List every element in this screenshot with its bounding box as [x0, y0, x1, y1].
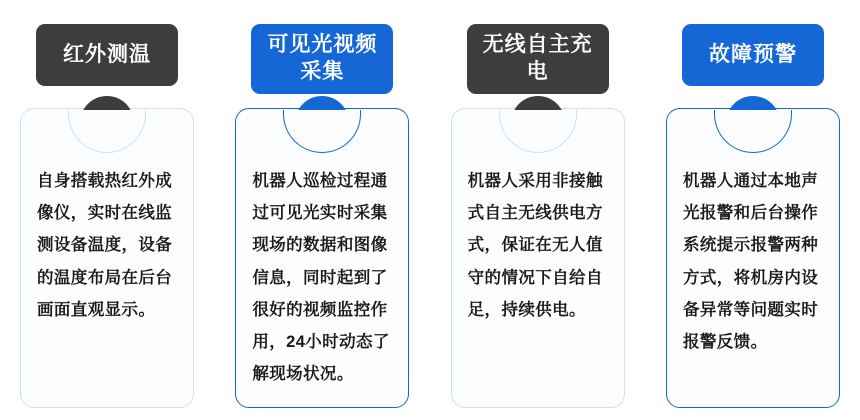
feature-card-description: 自身搭载热红外成像仪，实时在线监测设备温度，设备的温度布局在后台画面直观显示。	[37, 172, 173, 319]
feature-card-header[interactable]	[467, 24, 609, 94]
feature-card-header[interactable]	[36, 24, 178, 86]
feature-card-header[interactable]	[682, 24, 824, 86]
feature-card-body	[451, 108, 625, 408]
feature-card[interactable]	[445, 18, 631, 410]
feature-card[interactable]	[229, 18, 415, 410]
feature-card-description: 机器人巡检过程通过可见光实时采集现场的数据和图像信息，同时起到了很好的视频监控作用，24小时动态了解现场状况。	[252, 172, 390, 384]
feature-card-body	[20, 108, 194, 408]
feature-card[interactable]	[660, 18, 846, 410]
feature-card-header[interactable]	[251, 24, 393, 94]
feature-card-title: 故障预警	[708, 42, 797, 66]
feature-card-title: 可见光视频采集	[267, 33, 378, 83]
feature-card-body	[666, 108, 840, 408]
feature-card[interactable]	[14, 18, 200, 410]
feature-card-description: 机器人采用非接触式自主无线供电方式，保证在无人值守的情况下自给自足，持续供电。	[467, 172, 603, 319]
feature-card-title: 红外测温	[63, 42, 151, 66]
feature-card-title: 无线自主充电	[482, 33, 593, 83]
feature-card-description: 机器人通过本地声光报警和后台操作系统提示报警两种方式，将机房内设备异常等问题实时报警反馈。	[682, 172, 819, 351]
feature-card-body	[235, 108, 409, 408]
